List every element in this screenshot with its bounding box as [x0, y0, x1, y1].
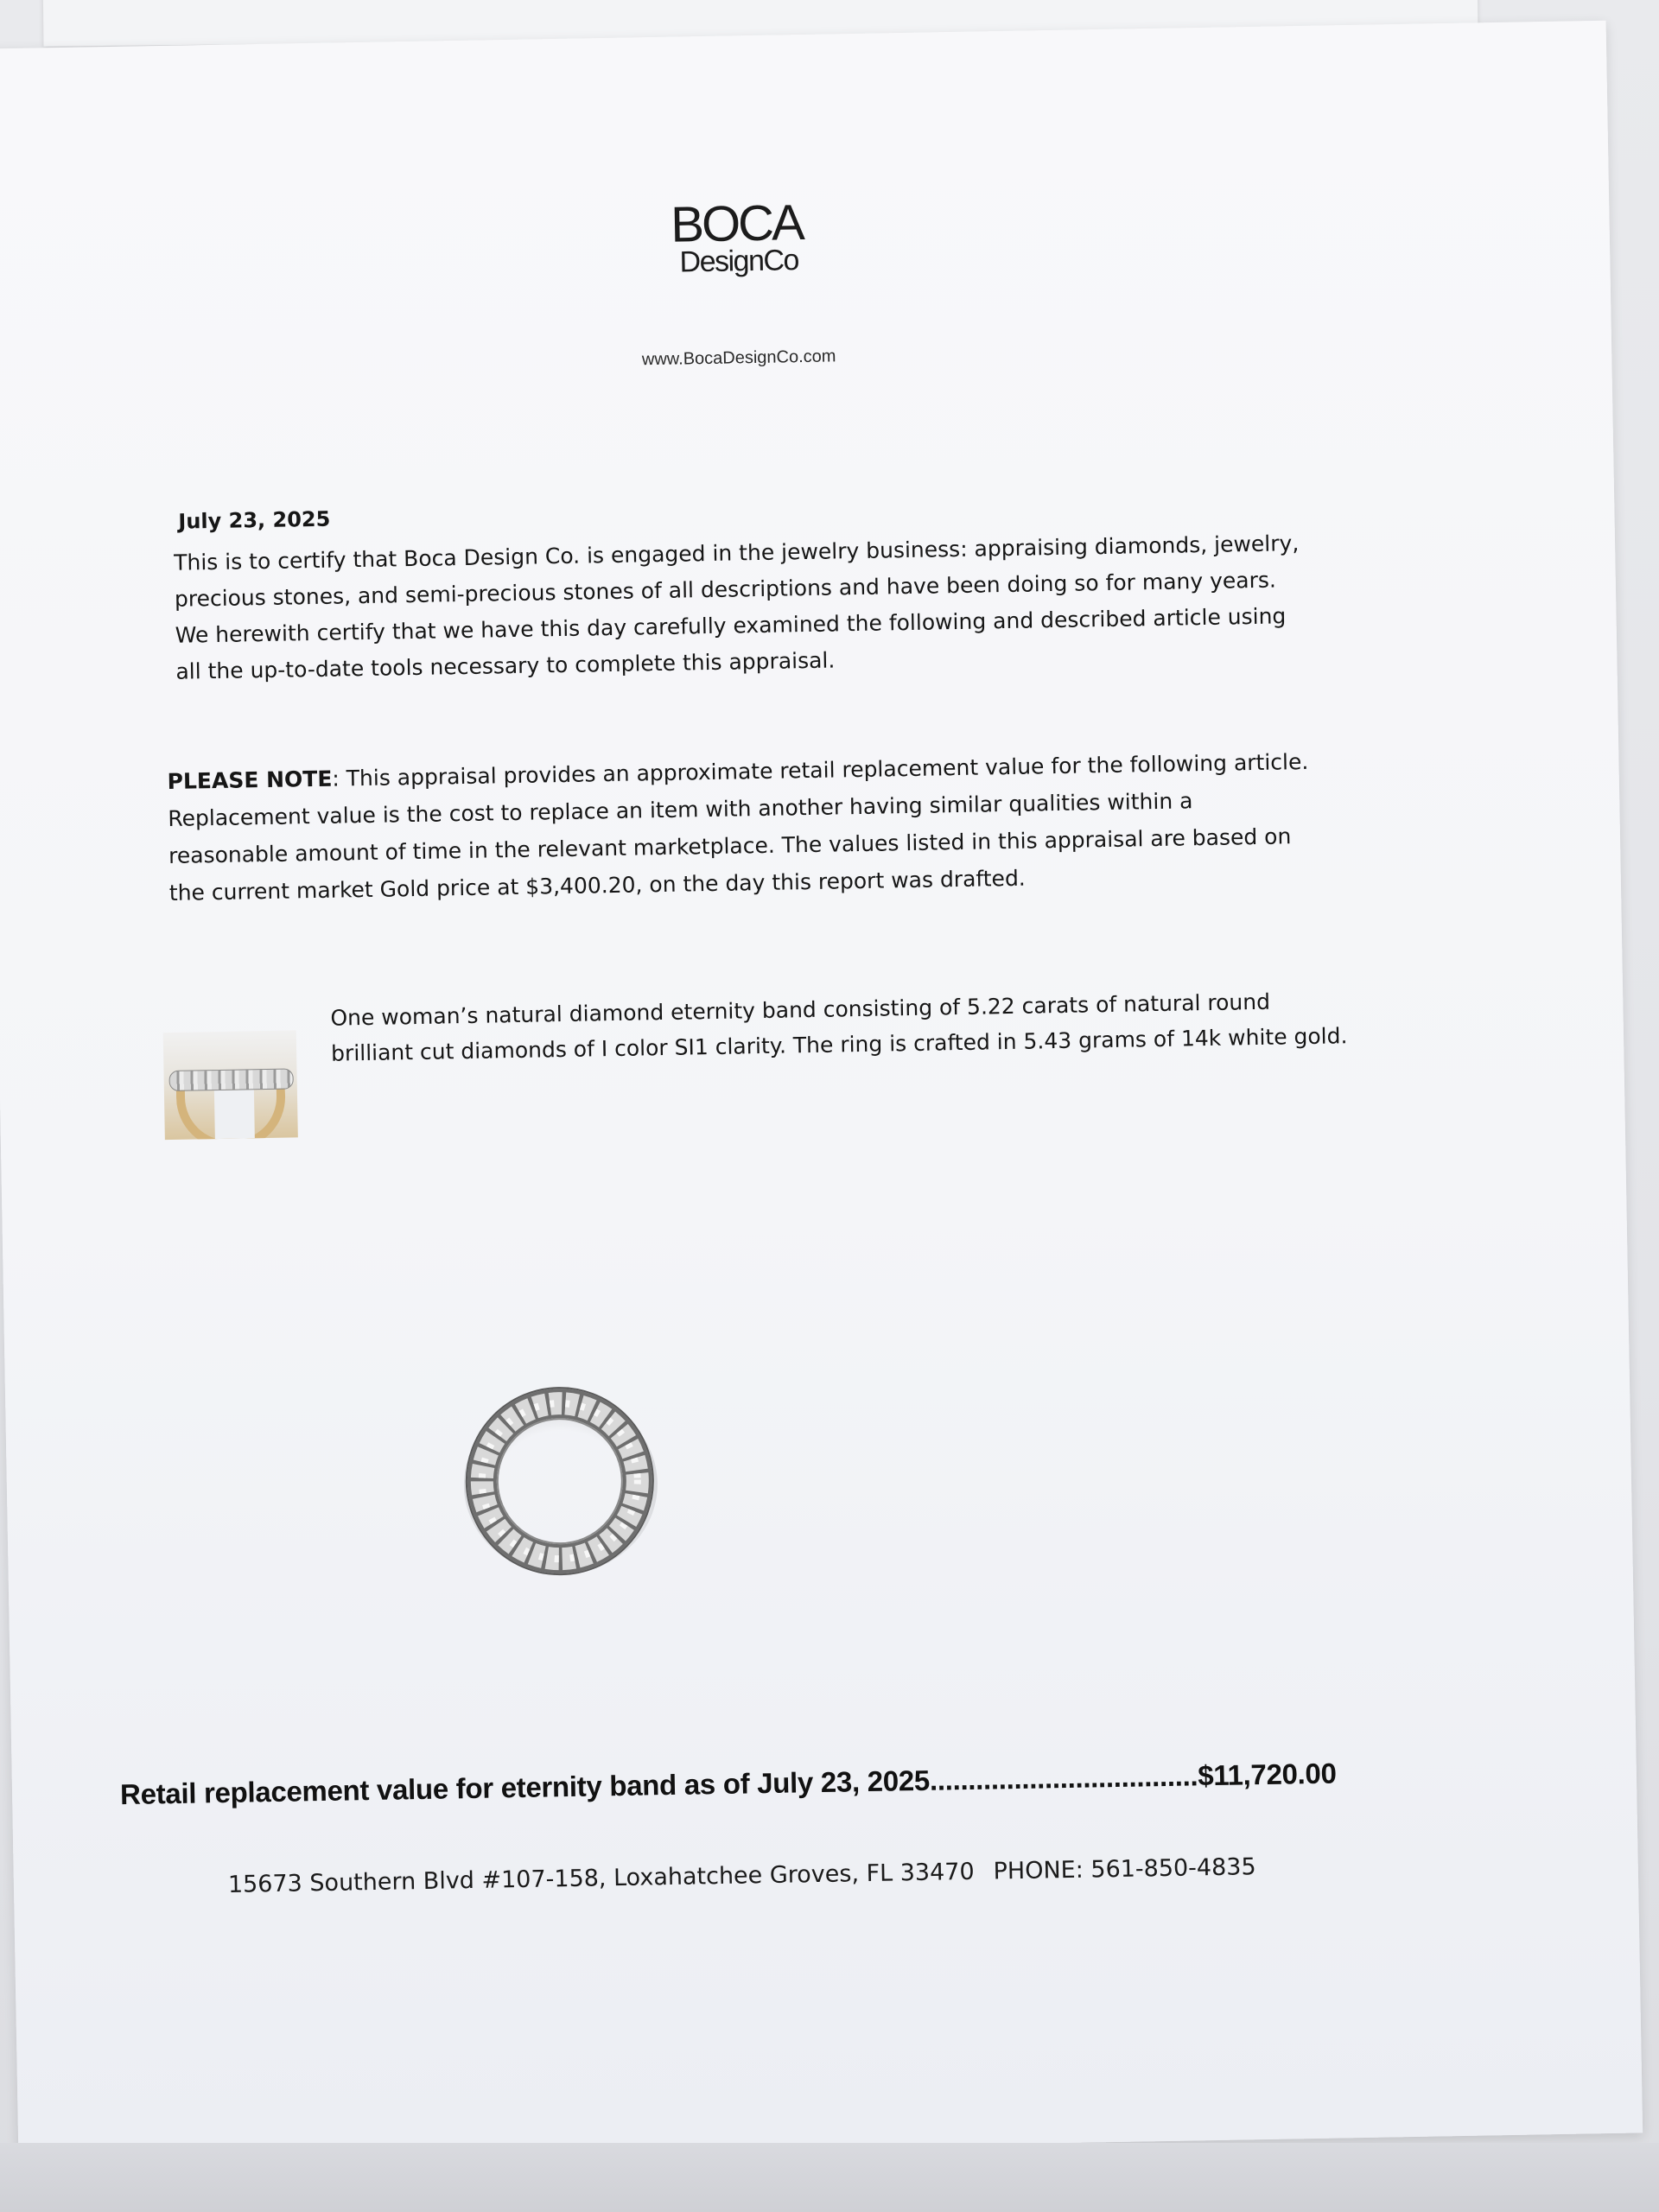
item-description: One woman’s natural diamond eternity band consisting of 5.22 carats of natural round brilliant cut diamonds of I color SI1 clarity. The ring is crafted in 5.43 grams of 14k white gold.: [330, 988, 1348, 1066]
company-phone: PHONE: 561-850-4835: [993, 1853, 1256, 1885]
company-logo: [650, 194, 823, 279]
eternity-band-photo: [450, 1381, 670, 1583]
retail-replacement-value: [120, 1756, 1433, 1812]
thumbnail-tag: [214, 1090, 255, 1139]
appraisal-document: [0, 21, 1643, 2161]
appraisal-date: July 23, 2025: [178, 506, 331, 534]
certification-paragraph: This is to certify that Boca Design Co. is engaged in the jewelry business: appraising diamonds, jewelry, precious stones, and semi-precious stones of all descriptions and have been doing so for many years. We herewith certify that we have this day carefully examined the following and described article using all the up-to-date tools necessary to complete this appraisal.: [173, 531, 1300, 684]
please-note-text: : This appraisal provides an approximate retail replacement value for the following article. Replacement value is the cost to replace an item with another having similar qualities within a reasonable amount of time in the relevant marketplace. The values listed in this appraisal are based on the current market Gold price at $3,400.20, on the day this report was drafted.: [168, 748, 1309, 906]
ring-thumbnail-photo: [163, 1030, 298, 1140]
table-edge: [0, 2143, 1659, 2212]
company-address: 15673 Southern Blvd #107-158, Loxahatchee Groves, FL 33470: [227, 1858, 975, 1898]
please-note-paragraph: [167, 743, 1314, 912]
thumbnail-diamond-row: [168, 1068, 293, 1091]
company-contact-line: [228, 1852, 1351, 1898]
logo-subtitle: DesignCo: [679, 244, 799, 279]
value-amount: $11,720.00: [1197, 1757, 1337, 1792]
value-label: Retail replacement value for eternity band as of July 23, 2025: [119, 1764, 931, 1811]
company-website: www.BocaDesignCo.com: [641, 346, 836, 370]
please-note-label: PLEASE NOTE: [167, 766, 333, 794]
logo-brand: BOCA: [670, 194, 804, 253]
value-leader-dots: ...................................: [929, 1759, 1198, 1796]
